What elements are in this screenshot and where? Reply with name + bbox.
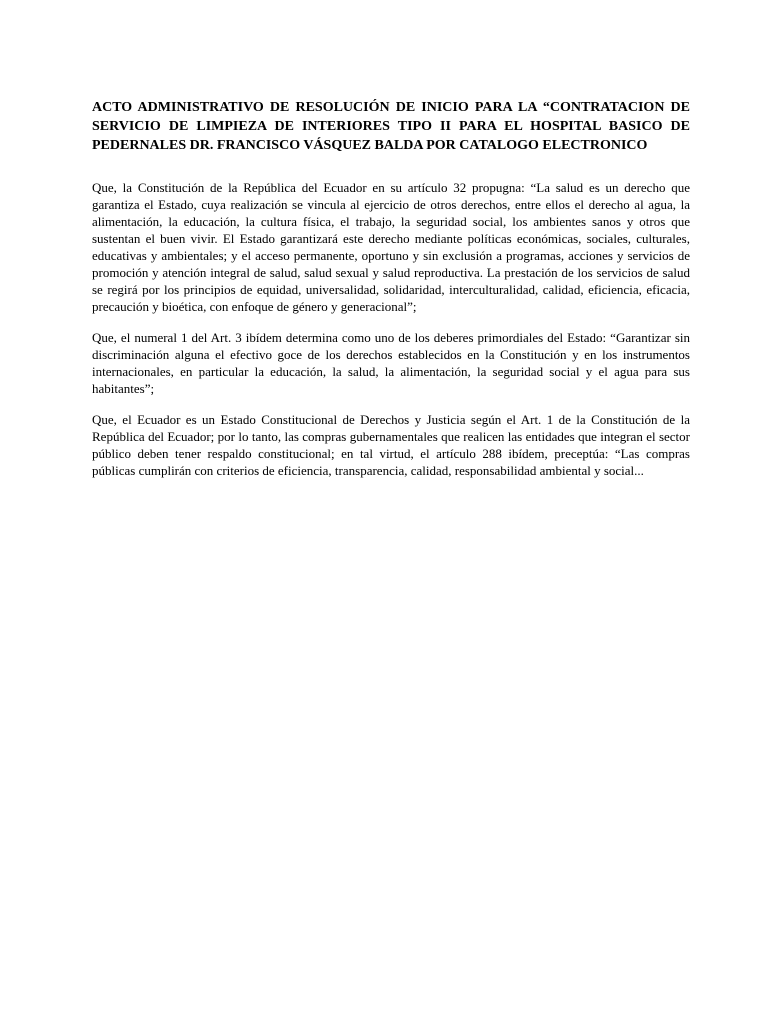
paragraph-1: Que, la Constitución de la República del Ecuador en su artículo 32 propugna: “La salud es un derecho que garantiza el Estado, cuya realización se vincula al ejercicio de otros derechos, entre ellos el derecho al agua, la alimentación, la educación, la cultura física, el trabajo, la seguridad social, los ambientes sanos y otros que sustentan el buen vivir. El Estado garantizará este derecho mediante políticas económicas, sociales, culturales, educativas y ambientales; y el acceso permanente, oportuno y sin exclusión a programas, acciones y servicios de promoción y atención integral de salud, salud sexual y salud reproductiva. La prestación de los servicios de salud se regirá por los principios de equidad, universalidad, solidaridad, interculturalidad, calidad, eficiencia, eficacia, precaución y bioética, con enfoque de género y generacional”; [92,180,690,314]
document-title: ACTO ADMINISTRATIVO DE RESOLUCIÓN DE INICIO PARA LA “CONTRATACION DE SERVICIO DE LIMPIEZA DE INTERIORES TIPO II PARA EL HOSPITAL BASICO DE PEDERNALES DR. FRANCISCO VÁSQUEZ BALDA POR CATALOGO ELECTRONICO [92,100,690,153]
document-page [0,0,768,479]
paragraph-2: Que, el numeral 1 del Art. 3 ibídem determina como uno de los deberes primordiales del Estado: “Garantizar sin discriminación alguna el efectivo goce de los derechos establecidos en la Constitución y en los instrumentos internacionales, en particular la educación, la salud, la alimentación, la seguridad social y el agua para sus habitantes”; [92,330,690,396]
paragraph-3: Que, el Ecuador es un Estado Constitucional de Derechos y Justicia según el Art. 1 de la Constitución de la República del Ecuador; por lo tanto, las compras gubernamentales que realicen las entidades que integran el sector público deben tener respaldo constitucional; en tal virtud, el artículo 288 ibídem, preceptúa: “Las compras públicas cumplirán con criterios de eficiencia, transparencia, calidad, responsabilidad ambiental y social... [92,412,690,478]
